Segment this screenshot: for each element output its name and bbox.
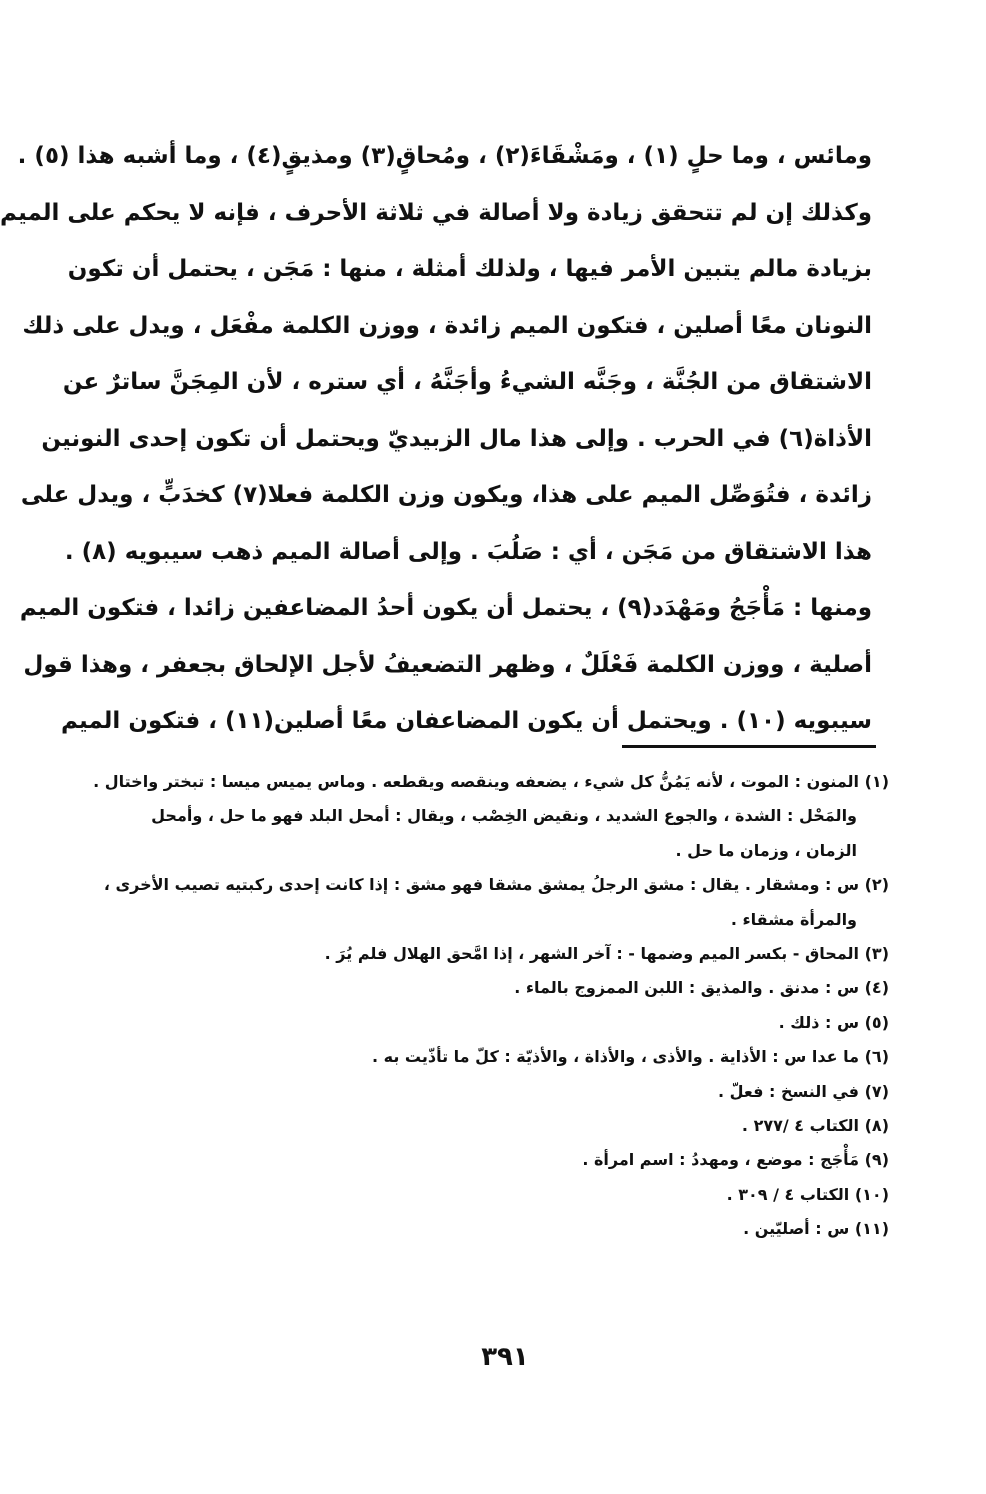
footnote-1: (١) المنون : الموت ، لأنه يَمُنُّ كل شيء ، يضعفه وينقصه ويقطعه . وماس يميس ميسا : تبختر واختال . <box>93 772 889 791</box>
text-line: الاشتقاق من الجُنَّة ، وجَنَّه الشيءُ وأجَنَّهُ ، أي ستره ، لأن المِجَنَّ ساترٌ عن <box>62 369 872 395</box>
footnote-10: (١٠) الكتاب ٤ / ٣٠٩ . <box>726 1184 889 1204</box>
text-line: النونان معًا أصلين ، فتكون الميم زائدة ، ووزن الكلمة مفْعَل ، ويدل على ذلك <box>22 312 872 339</box>
footnote-4: (٤) س : مدنق . والمذيق : اللبن الممزوج بالماء . <box>514 978 889 998</box>
main-text <box>0 128 872 750</box>
text-line: هذا الاشتقاق من مَجَن ، أي : صَلُبَ . وإلى أصالة الميم ذهب سيبويه (٨) . <box>64 538 872 565</box>
text-line: أصلية ، ووزن الكلمة فَعْلَلٌ ، وظهر التضعيفُ لأجل الإلحاق بجعفر ، وهذا قول <box>23 651 872 678</box>
text-line: بزيادة مالم يتبين الأمر فيها ، ولذلك أمثلة ، منها : مَجَن ، يحتمل أن تكون <box>67 256 872 282</box>
page-number: ٣٩١ <box>481 1342 529 1372</box>
footnote-5: (٥) س : ذلك . <box>778 1012 889 1032</box>
footnote-separator <box>622 745 876 748</box>
text-line: سيبويه (١٠) . ويحتمل أن يكون المضاعفان معًا أصلين(١١) ، فتكون الميم <box>60 708 872 734</box>
footnote-11: (١١) س : أصليّين . <box>743 1219 889 1239</box>
text-line: ومائس ، وما حلٍ (١) ، ومَشْقَاءَ(٢) ، ومُحاقٍ(٣) ومذيقٍ(٤) ، وما أشبه هذا (٥) . <box>17 143 872 169</box>
footnote-3: (٣) المحاق - بكسر الميم وضمها - : آخر الشهر ، إذا امَّحق الهلال فلم يُرَ . <box>324 943 889 963</box>
footnote-9: (٩) مَأْجَج : موضع ، ومهددُ : اسم امرأة . <box>582 1150 889 1170</box>
footnote-2: (٢) س : ومشقار . يقال : مشق الرجلُ يمشق مشقا فهو مشق : إذا كانت إحدى ركبتيه تصيب الأخرى ، <box>103 875 889 895</box>
footnotes <box>93 765 889 1246</box>
footnote-1-cont: الزمان ، وزمان ما حل . <box>675 840 857 860</box>
text-line: الأذاة(٦) في الحرب . وإلى هذا مال الزبيديّ ويحتمل أن تكون إحدى النونين <box>41 425 872 452</box>
footnote-8: (٨) الكتاب ٤ /٢٧٧ . <box>741 1115 889 1135</box>
text-line: ومنها : مَأْجَجُ ومَهْدَد(٩) ، يحتمل أن يكون أحدُ المضاعفين زائدا ، فتكون الميم <box>19 595 872 621</box>
footnote-6: (٦) ما عدا س : الأذاية . والأذى ، والأذاة ، والأذيّة : كلّ ما تأذّيت به . <box>372 1047 889 1067</box>
text-line: وكذلك إن لم تتحقق زيادة ولا أصالة في ثلاثة الأحرف ، فإنه لا يحكم على الميم <box>0 199 872 226</box>
footnote-2-cont: والمرأة مشقاء . <box>730 909 857 929</box>
text-line: زائدة ، فتُوَصِّل الميم على هذا، ويكون وزن الكلمة فعلا(٧) كخدَبٍّ ، ويدل على <box>20 482 872 508</box>
footnote-7: (٧) في النسخ : فعلّ . <box>717 1081 889 1101</box>
footnote-1-cont: والمَحْل : الشدة ، والجوع الشديد ، ونقيض الخِصْب ، ويقال : أمحل البلد فهو ما حل ، وأمحل <box>151 806 857 826</box>
